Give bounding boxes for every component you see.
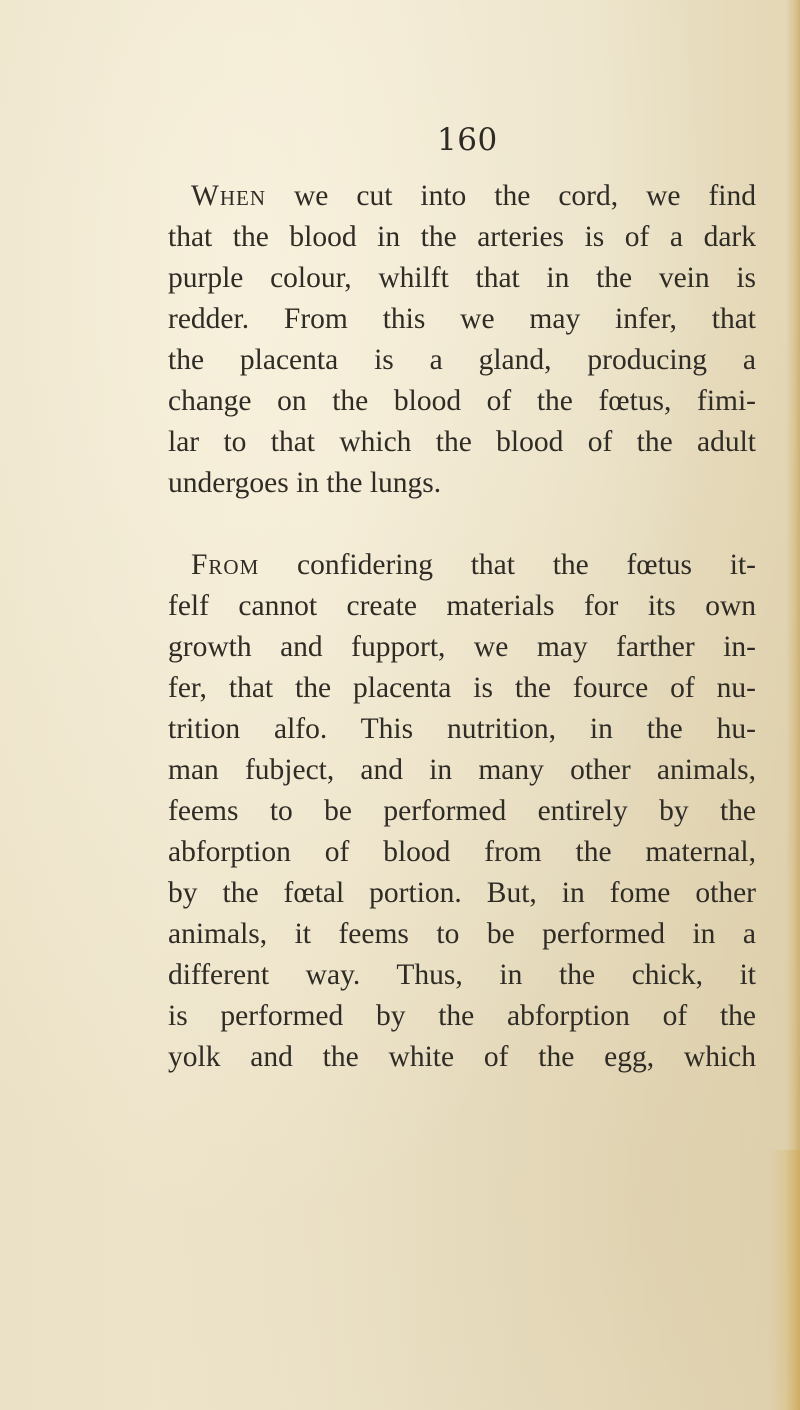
- paragraph-1-line-8: undergoes in the lungs.: [168, 467, 442, 499]
- paragraph-2-line-9: by the fœtal portion. But, in fome other: [168, 877, 756, 909]
- paragraph-2-line-4: fer, that the placenta is the fource of nu-: [168, 672, 756, 704]
- paragraph-2-line-7: feems to be performed entirely by the: [168, 795, 756, 827]
- paragraph-1-line-7: lar to that which the blood of the adult: [168, 426, 756, 458]
- paragraph-2-line-1: From confidering that the fœtus it-: [191, 549, 756, 581]
- page-stain: [770, 1150, 800, 1410]
- body-text: [168, 176, 756, 1078]
- paragraph-2-line-10: animals, it feems to be performed in a: [168, 918, 756, 950]
- paragraph-2-line-13: yolk and the white of the egg, which: [168, 1041, 756, 1073]
- paragraph-2-line-11: different way. Thus, in the chick, it: [168, 959, 756, 991]
- paragraph-gap: [168, 504, 756, 545]
- page-number: 160: [437, 122, 498, 158]
- paragraph-1-first-word: When: [191, 180, 267, 212]
- paragraph-1-line-2: that the blood in the arteries is of a dark: [168, 221, 756, 253]
- paragraph-2-line-3: growth and fupport, we may farther in-: [168, 631, 756, 663]
- paragraph-2-line-8: abforption of blood from the maternal,: [168, 836, 756, 868]
- paragraph-1-line-4: redder. From this we may infer, that: [168, 303, 756, 335]
- paragraph-2-line-5: trition alfo. This nutrition, in the hu-: [168, 713, 756, 745]
- paragraph-2-line-2: felf cannot create materials for its own: [168, 590, 756, 622]
- paragraph-1-line-1: When we cut into the cord, we find: [191, 180, 756, 212]
- paragraph-2-line-6: man fubject, and in many other animals,: [168, 754, 756, 786]
- paragraph-1-line-5: the placenta is a gland, producing a: [168, 344, 756, 376]
- paragraph-1-line-3: purple colour, whilft that in the vein is: [168, 262, 756, 294]
- paragraph-2-line-12: is performed by the abforption of the: [168, 1000, 756, 1032]
- paragraph-1-line-6: change on the blood of the fœtus, fimi-: [168, 385, 756, 417]
- paragraph-2-first-word: From: [191, 549, 260, 581]
